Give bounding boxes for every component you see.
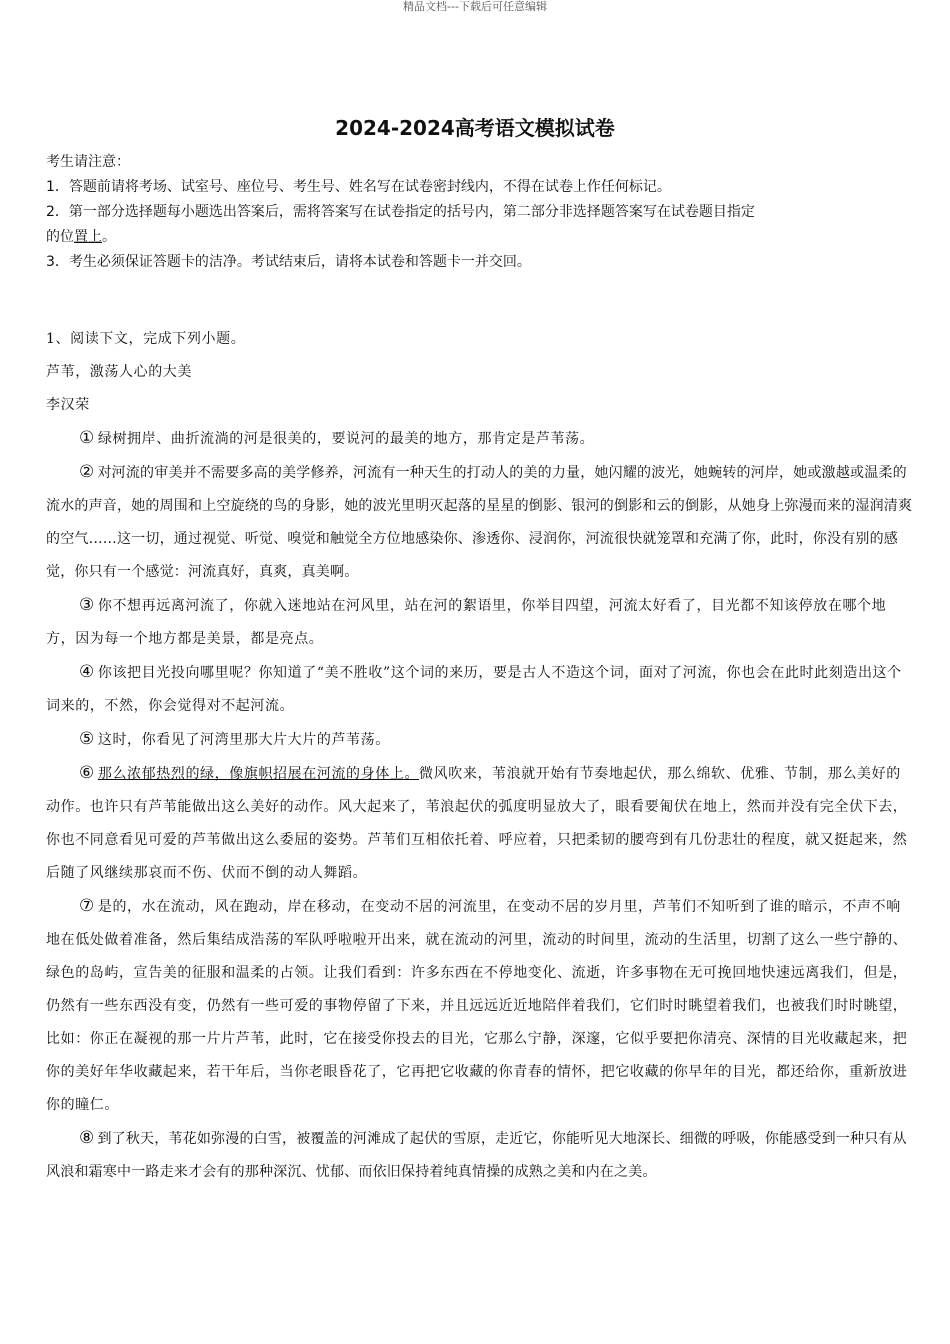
paragraph-2	[46, 456, 914, 589]
paragraph-text: 微风吹来，苇浪就开始有节奏地起伏，那么绵软、优雅、节制，那么美好的动作。也许只有芦苇能做出这么美好的动作。风大起来了，苇浪起伏的弧度明显放大了，眼看要匍伏在地上，然而并没有完全伏下去，你也不同意看见可爱的芦苇做出这么委屈的姿势。芦苇们互相依托着、呼应着，只把柔韧的腰弯到有几份悲壮的程度，就又挺起来，然后随了风继续那哀而不伤、伏而不倒的动人舞蹈。	[46, 766, 908, 881]
paragraph-8	[46, 1122, 914, 1189]
article-author: 李汉荣	[46, 397, 90, 413]
paragraph-number: ⑧	[79, 1128, 95, 1148]
notice-item-2-part-c: 。	[102, 229, 116, 245]
paragraph-number: ⑤	[79, 729, 95, 749]
paragraph-5	[46, 723, 914, 757]
notice-item-1: 1．答题前请将考场、试室号、座位号、考生号、姓名写在试卷密封线内，不得在试卷上作任何标记。	[46, 179, 671, 195]
paragraph-number: ⑦	[79, 896, 95, 916]
article-title: 芦苇，激荡人心的大美	[46, 364, 192, 380]
paragraph-number: ①	[79, 428, 95, 448]
paragraph-4	[46, 656, 914, 723]
paragraph-number: ⑥	[79, 763, 95, 783]
paragraph-number: ④	[79, 662, 95, 682]
notice-item-2-continued	[46, 225, 906, 250]
paragraph-6	[46, 757, 914, 890]
paragraph-number: ③	[79, 595, 95, 615]
paragraph-number: ②	[79, 462, 95, 482]
reading-passage	[46, 323, 914, 1189]
notice-item-2-part-a: 的位	[46, 229, 74, 245]
paragraph-text: 这时，你看见了河湾里那大片大片的芦苇荡。	[97, 732, 390, 748]
notice-item-2-underlined: 置上	[74, 229, 102, 245]
paragraph-1	[46, 422, 914, 456]
notice-heading: 考生请注意：	[46, 154, 130, 170]
notice-item-3: 3．考生必须保证答题卡的洁净。考试结束后，请将本试卷和答题卡一并交回。	[46, 254, 531, 270]
question-prompt: 1、阅读下文，完成下列小题。	[46, 331, 246, 347]
paragraph-text: 你不想再远离河流了，你就入迷地站在河风里，站在河的絮语里，你举目四望，河流太好看了，目光都不知该停放在哪个地方，因为每一个地方都是美景，都是亮点。	[46, 598, 887, 647]
document-watermark: 精品文档---下载后可任意编辑	[403, 0, 547, 13]
notice-item-2: 2．第一部分选择题每小题选出答案后，需将答案写在试卷指定的括号内，第二部分非选择题答案写在试卷题目指定	[46, 204, 755, 220]
underlined-sentence: 那么浓郁热烈的绿，像旗帜招展在河流的身体上。	[97, 766, 420, 782]
paragraph-text: 绿树拥岸、曲折流淌的河是很美的，要说河的最美的地方，那肯定是芦苇荡。	[97, 431, 595, 447]
paragraph-text: 是的，水在流动，风在跑动，岸在移动，在变动不居的河流里，在变动不居的岁月里，芦苇们不知听到了谁的暗示，不声不响地在低处做着准备，然后集结成浩荡的军队呼啦啦开出来，就在流动的河里，流动的时间里，流动的生活里，切割了这么一些宁静的、绿色的岛屿，宣告美的征服和温柔的占领。让我们看到：许多东西在不停地变化、流逝，许多事物在无可挽回地快速远离我们，但是，仍然有一些东西没有变，仍然有一些可爱的事物停留了下来，并且远远近近地陪伴着我们，它们时时眺望着我们，也被我们时时眺望，比如：你正在凝视的那一片片芦苇，此时，它在接受你投去的目光，它那么宁静，深邃，它似乎要把你清亮、深情的目光收藏起来，把你的美好年华收藏起来，若干年后，当你老眼昏花了，它再把它收藏的你青春的情怀，把它收藏的你早年的目光，都还给你，重新放进你的瞳仁。	[46, 899, 908, 1113]
paragraph-text: 你该把目光投向哪里呢？你知道了“美不胜收”这个词的来历，要是古人不造这个词，面对了河流，你也会在此时此刻造出这个词来的，不然，你会觉得对不起河流。	[46, 665, 902, 714]
paragraph-7	[46, 890, 914, 1122]
paragraph-text: 对河流的审美并不需要多高的美学修养，河流有一种天生的打动人的美的力量，她闪耀的波光，她蜿转的河岸，她或激越或温柔的流水的声音，她的周围和上空旋绕的鸟的身影，她的波光里明灭起落的星星的倒影、银河的倒影和云的倒影，从她身上弥漫而来的湿润清爽的空气……这一切，通过视觉、听觉、嗅觉和触觉全方位地感染你、渗透你、浸润你，河流很快就笼罩和充满了你，此时，你没有别的感觉，你只有一个感觉：河流真好，真爽，真美啊。	[46, 465, 913, 580]
exam-notice	[46, 150, 906, 275]
paragraph-3	[46, 589, 914, 656]
exam-title: 2024-2024高考语文模拟试卷	[335, 116, 615, 140]
paragraph-text: 到了秋天，苇花如弥漫的白雪，被覆盖的河滩成了起伏的雪原，走近它，你能听见大地深长、细微的呼吸，你能感受到一种只有从风浪和霜寒中一路走来才会有的那种深沉、忧郁、而依旧保持着纯真情操的成熟之美和内在之美。	[46, 1131, 907, 1180]
